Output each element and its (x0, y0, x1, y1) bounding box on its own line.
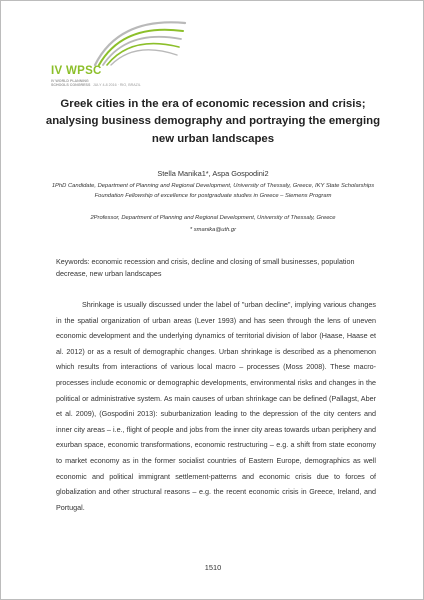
logo-footer: JULY 4-8 2016 · RIO, BRAZIL (93, 83, 141, 87)
logo-arc-graphic (89, 15, 189, 71)
affiliation-1: 1PhD Candidate, Department of Planning and Regional Development, University of Thessaly, Greece, IKY State Scholarships Foundation Fellowship of excellence for postgraduate studies in Greece – Siemens Program (51, 183, 375, 200)
congress-logo (51, 15, 181, 87)
author-email: * smanika@uth.gr (189, 227, 237, 233)
paper-authors: Stella Manika1*, Aspa Gospodini2 (157, 169, 269, 178)
paper-title: Greek cities in the era of economic recession and crisis; analysing business demography and portraying the emerging new urban landscapes (45, 98, 381, 145)
keywords: Keywords: economic recession and crisis, decline and closing of small businesses, population decrease, new urban landscapes (56, 257, 355, 278)
logo-subtitle: IV WORLD PLANNING SCHOOLS CONGRESS (51, 79, 91, 88)
body-paragraph: Shrinkage is usually discussed under the label of "urban decline", implying various changes in the spatial organization of urban areas (Lever 1993) and has seen through the lens of uneven economic development and the underlying dynamics of territorial division of labor (Haase, Haase et al. 2012) or as a result of demographic changes. Urban shrinkage is described as a phenomenon which results from interactions of various local macro – processes (Moss 2008). These macro-processes include economic or demographic developments, environmental risks and changes in the political or administrative system. As main causes of urban shrinkage can be defined (Pallagst, Aber et al. 2009), (Gospodini 2013): suburbanization leading to the depression of the city centers and inner city areas – i.e., flight of people and jobs from the inner city areas towards urban periphery and exurban space, economic transformations, economic restructuring – e.g. a shift from state economy to market economy as in the former socialist countries of Eastern Europe, demographics as well economic and political immigrant settlement-patterns and economic crisis due to forces of globalization and other structural reasons – e.g. the recent economic crisis in Greece, Ireland, and Portugal. (56, 300, 376, 512)
logo-title: IV WPSC (51, 65, 102, 77)
affiliation-2: 2Professor, Department of Planning and Regional Development, University of Thessaly, Greece (90, 215, 336, 221)
page-number: 1510 (204, 563, 222, 572)
